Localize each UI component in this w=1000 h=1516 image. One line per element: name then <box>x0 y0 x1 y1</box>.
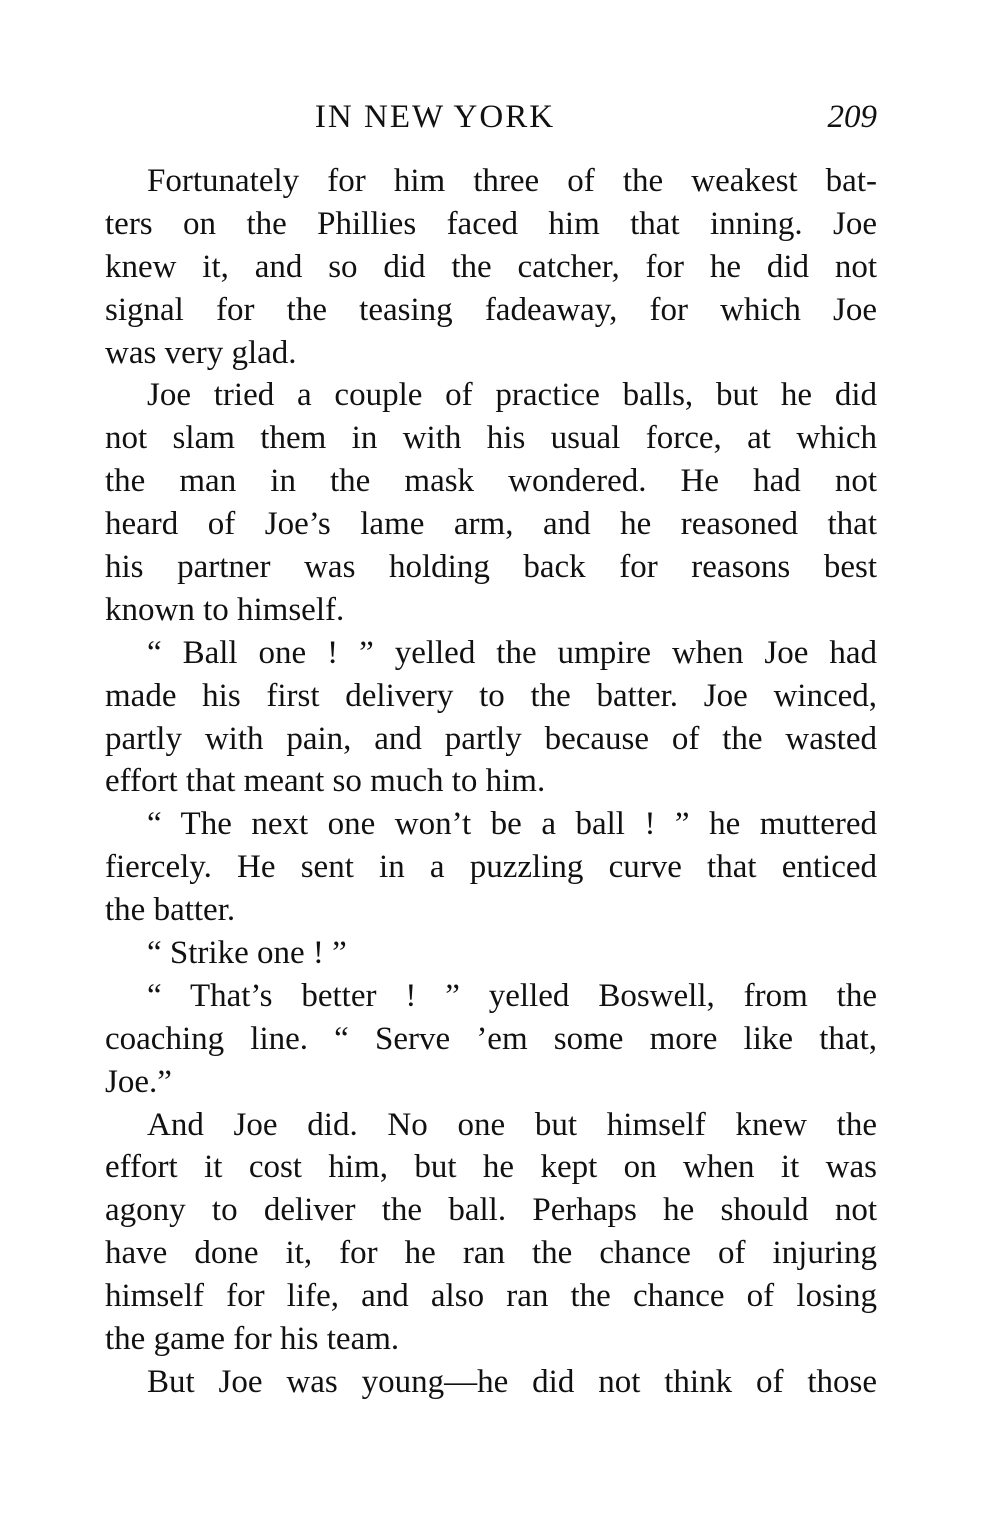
text-line: “ Ball one ! ” yelled the umpire when Joe had <box>147 634 877 671</box>
text-line: himself for life, and also ran the chance of losing <box>105 1278 877 1315</box>
text-line: Joe tried a couple of practice balls, but he did <box>147 377 877 414</box>
text-line: known to himself. <box>105 591 345 628</box>
text-line: was very glad. <box>105 334 297 371</box>
text-line: the game for his team. <box>105 1321 400 1358</box>
page-number: 209 <box>827 99 877 135</box>
text-line: “ Strike one ! ” <box>147 935 347 972</box>
text-line: signal for the teasing fadeaway, for which Joe <box>105 291 877 328</box>
body-text <box>105 160 877 1404</box>
running-title: IN NEW YORK <box>314 99 556 135</box>
text-line: coaching line. “ Serve ’em some more like that, <box>105 1020 877 1057</box>
text-line: his partner was holding back for reasons best <box>105 549 877 586</box>
text-line: made his first delivery to the batter. Joe winced, <box>105 677 877 714</box>
text-line: knew it, and so did the catcher, for he did not <box>105 248 877 285</box>
text-line: effort that meant so much to him. <box>105 763 546 800</box>
running-head <box>105 92 877 142</box>
text-line: “ The next one won’t be a ball ! ” he muttered <box>147 806 877 843</box>
text-line: heard of Joe’s lame arm, and he reasoned that <box>105 506 877 543</box>
text-line: the man in the mask wondered. He had not <box>105 463 877 500</box>
text-line: agony to deliver the ball. Perhaps he should not <box>105 1192 877 1229</box>
text-line: And Joe did. No one but himself knew the <box>147 1106 877 1143</box>
text-line: But Joe was young—he did not think of those <box>147 1363 877 1400</box>
text-line: not slam them in with his usual force, at which <box>105 420 877 457</box>
text-line: ters on the Phillies faced him that inning. Joe <box>105 205 877 242</box>
text-line: “ That’s better ! ” yelled Boswell, from the <box>147 977 877 1014</box>
text-line: partly with pain, and partly because of the wasted <box>105 720 877 757</box>
text-line: have done it, for he ran the chance of injuring <box>105 1235 877 1272</box>
text-line: effort it cost him, but he kept on when it was <box>105 1149 877 1186</box>
text-line: Joe.” <box>105 1063 172 1100</box>
text-line: fiercely. He sent in a puzzling curve that enticed <box>105 849 877 886</box>
text-line: Fortunately for him three of the weakest bat- <box>147 163 877 199</box>
text-line: the batter. <box>105 892 236 929</box>
